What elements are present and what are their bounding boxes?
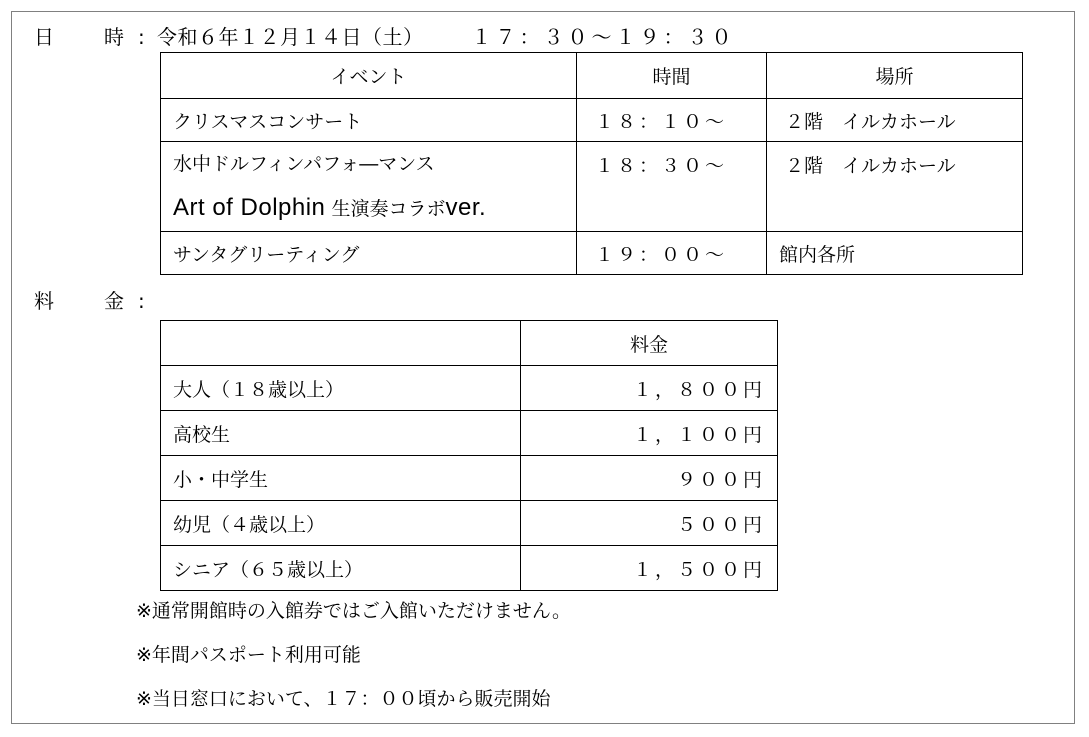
event-name: クリスマスコンサート <box>161 99 577 142</box>
price-category: 大人（１８歳以上） <box>161 366 521 411</box>
datetime-colon: : <box>138 25 145 49</box>
price-header-blank <box>161 321 521 366</box>
event-subtitle-english: Art of Dolphin <box>173 194 326 221</box>
price-row <box>161 501 778 546</box>
price-table <box>160 320 778 591</box>
note-no-regular-ticket: ※通常開館時の入館券ではご入館いただけません。 <box>136 600 572 622</box>
datetime-label-char-1: 日 <box>34 25 54 49</box>
price-amount: ９００円 <box>521 456 778 501</box>
events-table <box>160 52 1023 275</box>
event-name-subtitle <box>173 186 564 231</box>
event-row <box>161 142 1023 232</box>
fee-label-char-2: 金 <box>104 289 124 313</box>
note-annual-passport: ※年間パスポート利用可能 <box>136 644 361 666</box>
datetime-label-char-2: 時 <box>104 25 124 49</box>
price-amount: １，８００円 <box>521 366 778 411</box>
price-category: 幼児（４歳以上） <box>161 501 521 546</box>
event-time-range: １７：３０〜１９：３０ <box>471 25 736 49</box>
price-amount: １，５００円 <box>521 546 778 591</box>
event-name: サンタグリーティング <box>161 232 577 275</box>
event-name: 水中ドルフィンパフォ―マンス <box>173 153 435 175</box>
event-name-cell <box>161 142 577 232</box>
event-subtitle-suffix: ver. <box>445 194 487 221</box>
event-row <box>161 232 1023 275</box>
event-datetime <box>157 25 736 49</box>
price-header-row <box>161 321 778 366</box>
note-sales-start: ※当日窓口において、１７：００頃から販売開始 <box>136 688 551 710</box>
event-date: 令和６年１２月１４日（土） <box>157 25 424 49</box>
events-header-place: 場所 <box>767 53 1023 99</box>
price-header-fee: 料金 <box>521 321 778 366</box>
price-amount: ５００円 <box>521 501 778 546</box>
price-row <box>161 456 778 501</box>
event-subtitle-japanese: 生演奏コラボ <box>331 198 446 220</box>
event-place: ２階 イルカホール <box>767 99 1023 142</box>
event-time: １８：１０〜 <box>577 99 767 142</box>
fee-label-char-1: 料 <box>34 289 54 313</box>
event-time: １９：００〜 <box>577 232 767 275</box>
price-row <box>161 411 778 456</box>
price-row <box>161 366 778 411</box>
event-time: １８：３０〜 <box>577 142 767 232</box>
fee-colon: : <box>138 289 145 313</box>
event-row <box>161 99 1023 142</box>
price-amount: １，１００円 <box>521 411 778 456</box>
event-place: 館内各所 <box>767 232 1023 275</box>
events-header-event: イベント <box>161 53 577 99</box>
price-category: 高校生 <box>161 411 521 456</box>
price-row <box>161 546 778 591</box>
price-category: シニア（６５歳以上） <box>161 546 521 591</box>
event-place: ２階 イルカホール <box>767 142 1023 232</box>
events-header-row <box>161 53 1023 99</box>
price-category: 小・中学生 <box>161 456 521 501</box>
events-header-time: 時間 <box>577 53 767 99</box>
